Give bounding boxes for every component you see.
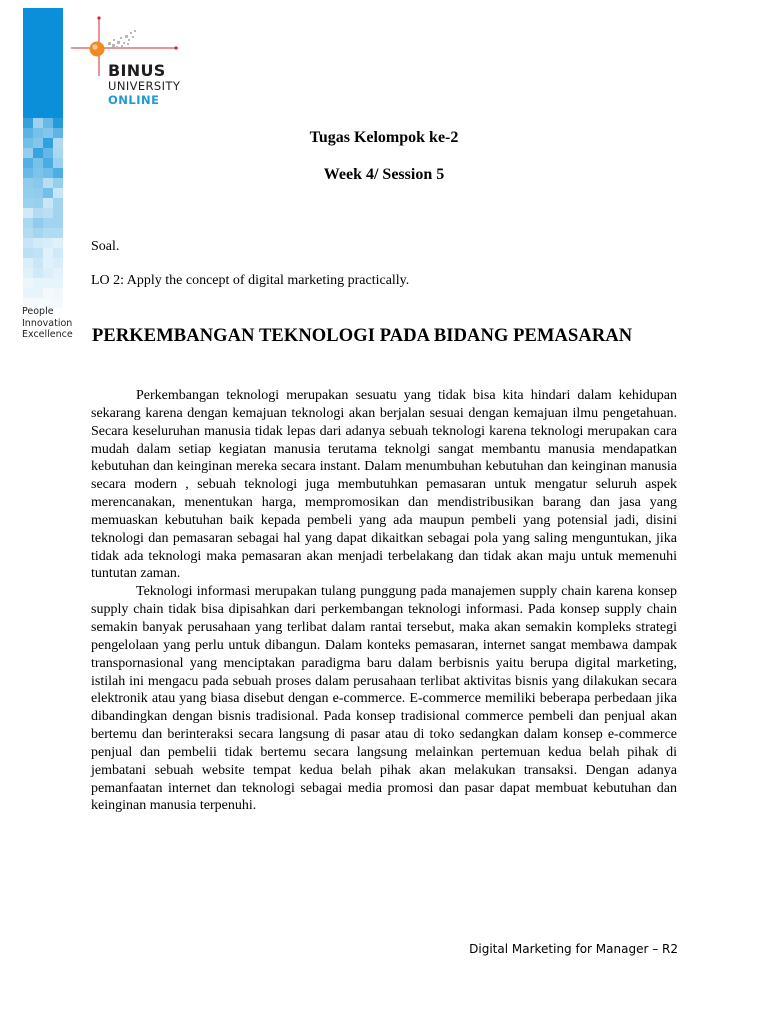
strip-tile: [33, 238, 43, 248]
strip-tile: [53, 188, 63, 198]
strip-tile: [23, 248, 33, 258]
logo-university-text: UNIVERSITY: [108, 79, 181, 93]
strip-tile: [53, 218, 63, 228]
strip-tile: [33, 288, 43, 298]
strip-tile: [33, 198, 43, 208]
strip-tile: [23, 228, 33, 238]
tagline-line: People: [22, 306, 54, 317]
strip-tile: [23, 148, 33, 158]
strip-tile: [53, 288, 63, 298]
session-label: Week 4/ Session 5: [323, 166, 445, 183]
question-label: Soal.: [91, 239, 120, 254]
strip-tile: [23, 258, 33, 268]
strip-tile: [53, 148, 63, 158]
strip-tile: [33, 188, 43, 198]
strip-tile: [23, 218, 33, 228]
strip-tile: [43, 288, 53, 298]
section-heading: PERKEMBANGAN TEKNOLOGI PADA BIDANG PEMASARAN: [92, 326, 633, 346]
strip-tile: [23, 288, 33, 298]
strip-tile: [23, 188, 33, 198]
tagline: [22, 306, 82, 341]
strip-tile: [53, 248, 63, 258]
strip-tile: [23, 278, 33, 288]
strip-tile: [43, 258, 53, 268]
strip-tile: [23, 198, 33, 208]
sidebar-pattern: [23, 8, 63, 308]
strip-tile: [43, 248, 53, 258]
strip-tile: [53, 268, 63, 278]
strip-tile: [43, 278, 53, 288]
strip-tile: [43, 118, 53, 128]
strip-tile: [33, 248, 43, 258]
strip-tile: [53, 258, 63, 268]
strip-tile: [33, 118, 43, 128]
strip-tile: [33, 278, 43, 288]
strip-tile: [43, 218, 53, 228]
tagline-line: Innovation: [22, 317, 73, 329]
strip-tile: [23, 118, 33, 128]
strip-solid-block: [23, 8, 63, 118]
strip-tile: [43, 238, 53, 248]
binus-logo: [68, 16, 198, 116]
strip-tile: [33, 208, 43, 218]
strip-tile: [53, 228, 63, 238]
strip-tile: [23, 208, 33, 218]
strip-tile: [43, 198, 53, 208]
strip-tile: [53, 118, 63, 128]
strip-tile: [33, 148, 43, 158]
paragraph: Teknologi informasi merupakan tulang punggung pada manajemen supply chain karena konsep supply chain tidak bisa dipisahkan dari perkembangan teknologi informasi. Pada konsep supply chain semakin banyak perusahaan yang terlibat dalam rantai tersebut, maka akan semakin kompleks strategi pengelolaan yang perlu untuk dibangun. Dalam konteks pemasaran, internet sangat membawa dampak transpornasional yang menciptakan paradigma baru dalam berbisnis yaitu berupa digital marketing, istilah ini mengacu pada sebuah proses dalam perusahaan terlibat aktivitas bisnis yang dilakukan secara elektronik atau yang biasa disebut dengan e-commerce. E-commerce memiliki beberapa perbedaan jika dibandingkan dengan bisnis tradisional. Pada konsep tradisional commerce pembeli dan penjual akan bertemu dan berinteraksi secara langsung di pasar atau di toko sedangkan dalam konsep e-commerce penjual dan pembelii tidak bertemu secara langsung melainkan pertemuan kedua belah pihak di jembatani sebuah website tempat kedua belah pihak akan melakukan transaksi. Dengan adanya pemanfaatan internet dan teknologi sebagai media promosi dan pasar dapat membuat kebutuhan dan keinginan manusia terpenuhi.: [91, 584, 677, 814]
strip-tile: [43, 208, 53, 218]
strip-tile: [53, 238, 63, 248]
strip-tile: [53, 278, 63, 288]
body-text: [91, 387, 677, 815]
strip-tile: [23, 238, 33, 248]
strip-tile: [53, 198, 63, 208]
logo-wordmark: [108, 62, 180, 107]
strip-tile: [43, 268, 53, 278]
page-footer: Digital Marketing for Manager – R2: [469, 942, 678, 956]
strip-tile: [33, 228, 43, 238]
strip-tile: [33, 218, 43, 228]
document-title: Tugas Kelompok ke-2: [309, 129, 459, 146]
strip-tile: [33, 258, 43, 268]
paragraph: Perkembangan teknologi merupakan sesuatu yang tidak bisa kita hindari dalam kehidupan sekarang karena dengan kemajuan teknologi akan berjalan sesuai dengan kemajuan ilmu pengetahuan. Secara keseluruhan manusia tidak lepas dari adanya sebuah teknologi karena teknologi merupakan cara mudah dalam setiap kegiatan manusia terutama teknolgi sangat membantu manusia mendapatkan kebutuhan dan keinginan mereka secara instant. Dalam menumbuhan kebutuhan dan keinginan manusia secara modern , sebuah teknologi juga membutuhkan pemasaran untuk mengatur seluruh aspek merencanakan, menentukan harga, mempromosikan dan mendistribusikan barang dan jasa yang memuaskan kebutuhan baik kepada pembeli yang ada maupun pembeli yang potensial jadi, disini teknologi dan pemasaran sebagai hal yang dapat dikaitkan sebagai pola yang saling menguntukan, jika tidak ada teknologi maka pemasaran akan menjadi terbelakang dan tidak akan maju untuk memenuhi tuntutan zaman.: [91, 388, 677, 582]
learning-outcome: LO 2: Apply the concept of digital marketing practically.: [91, 273, 410, 288]
strip-tile: [43, 228, 53, 238]
tagline-line: Excellence: [22, 329, 73, 340]
logo-binus-text: BINUS: [108, 61, 166, 80]
strip-tile: [23, 268, 33, 278]
strip-tile: [53, 208, 63, 218]
strip-tile: [43, 188, 53, 198]
strip-tile: [33, 268, 43, 278]
logo-online-text: ONLINE: [108, 93, 160, 107]
strip-tile: [43, 148, 53, 158]
